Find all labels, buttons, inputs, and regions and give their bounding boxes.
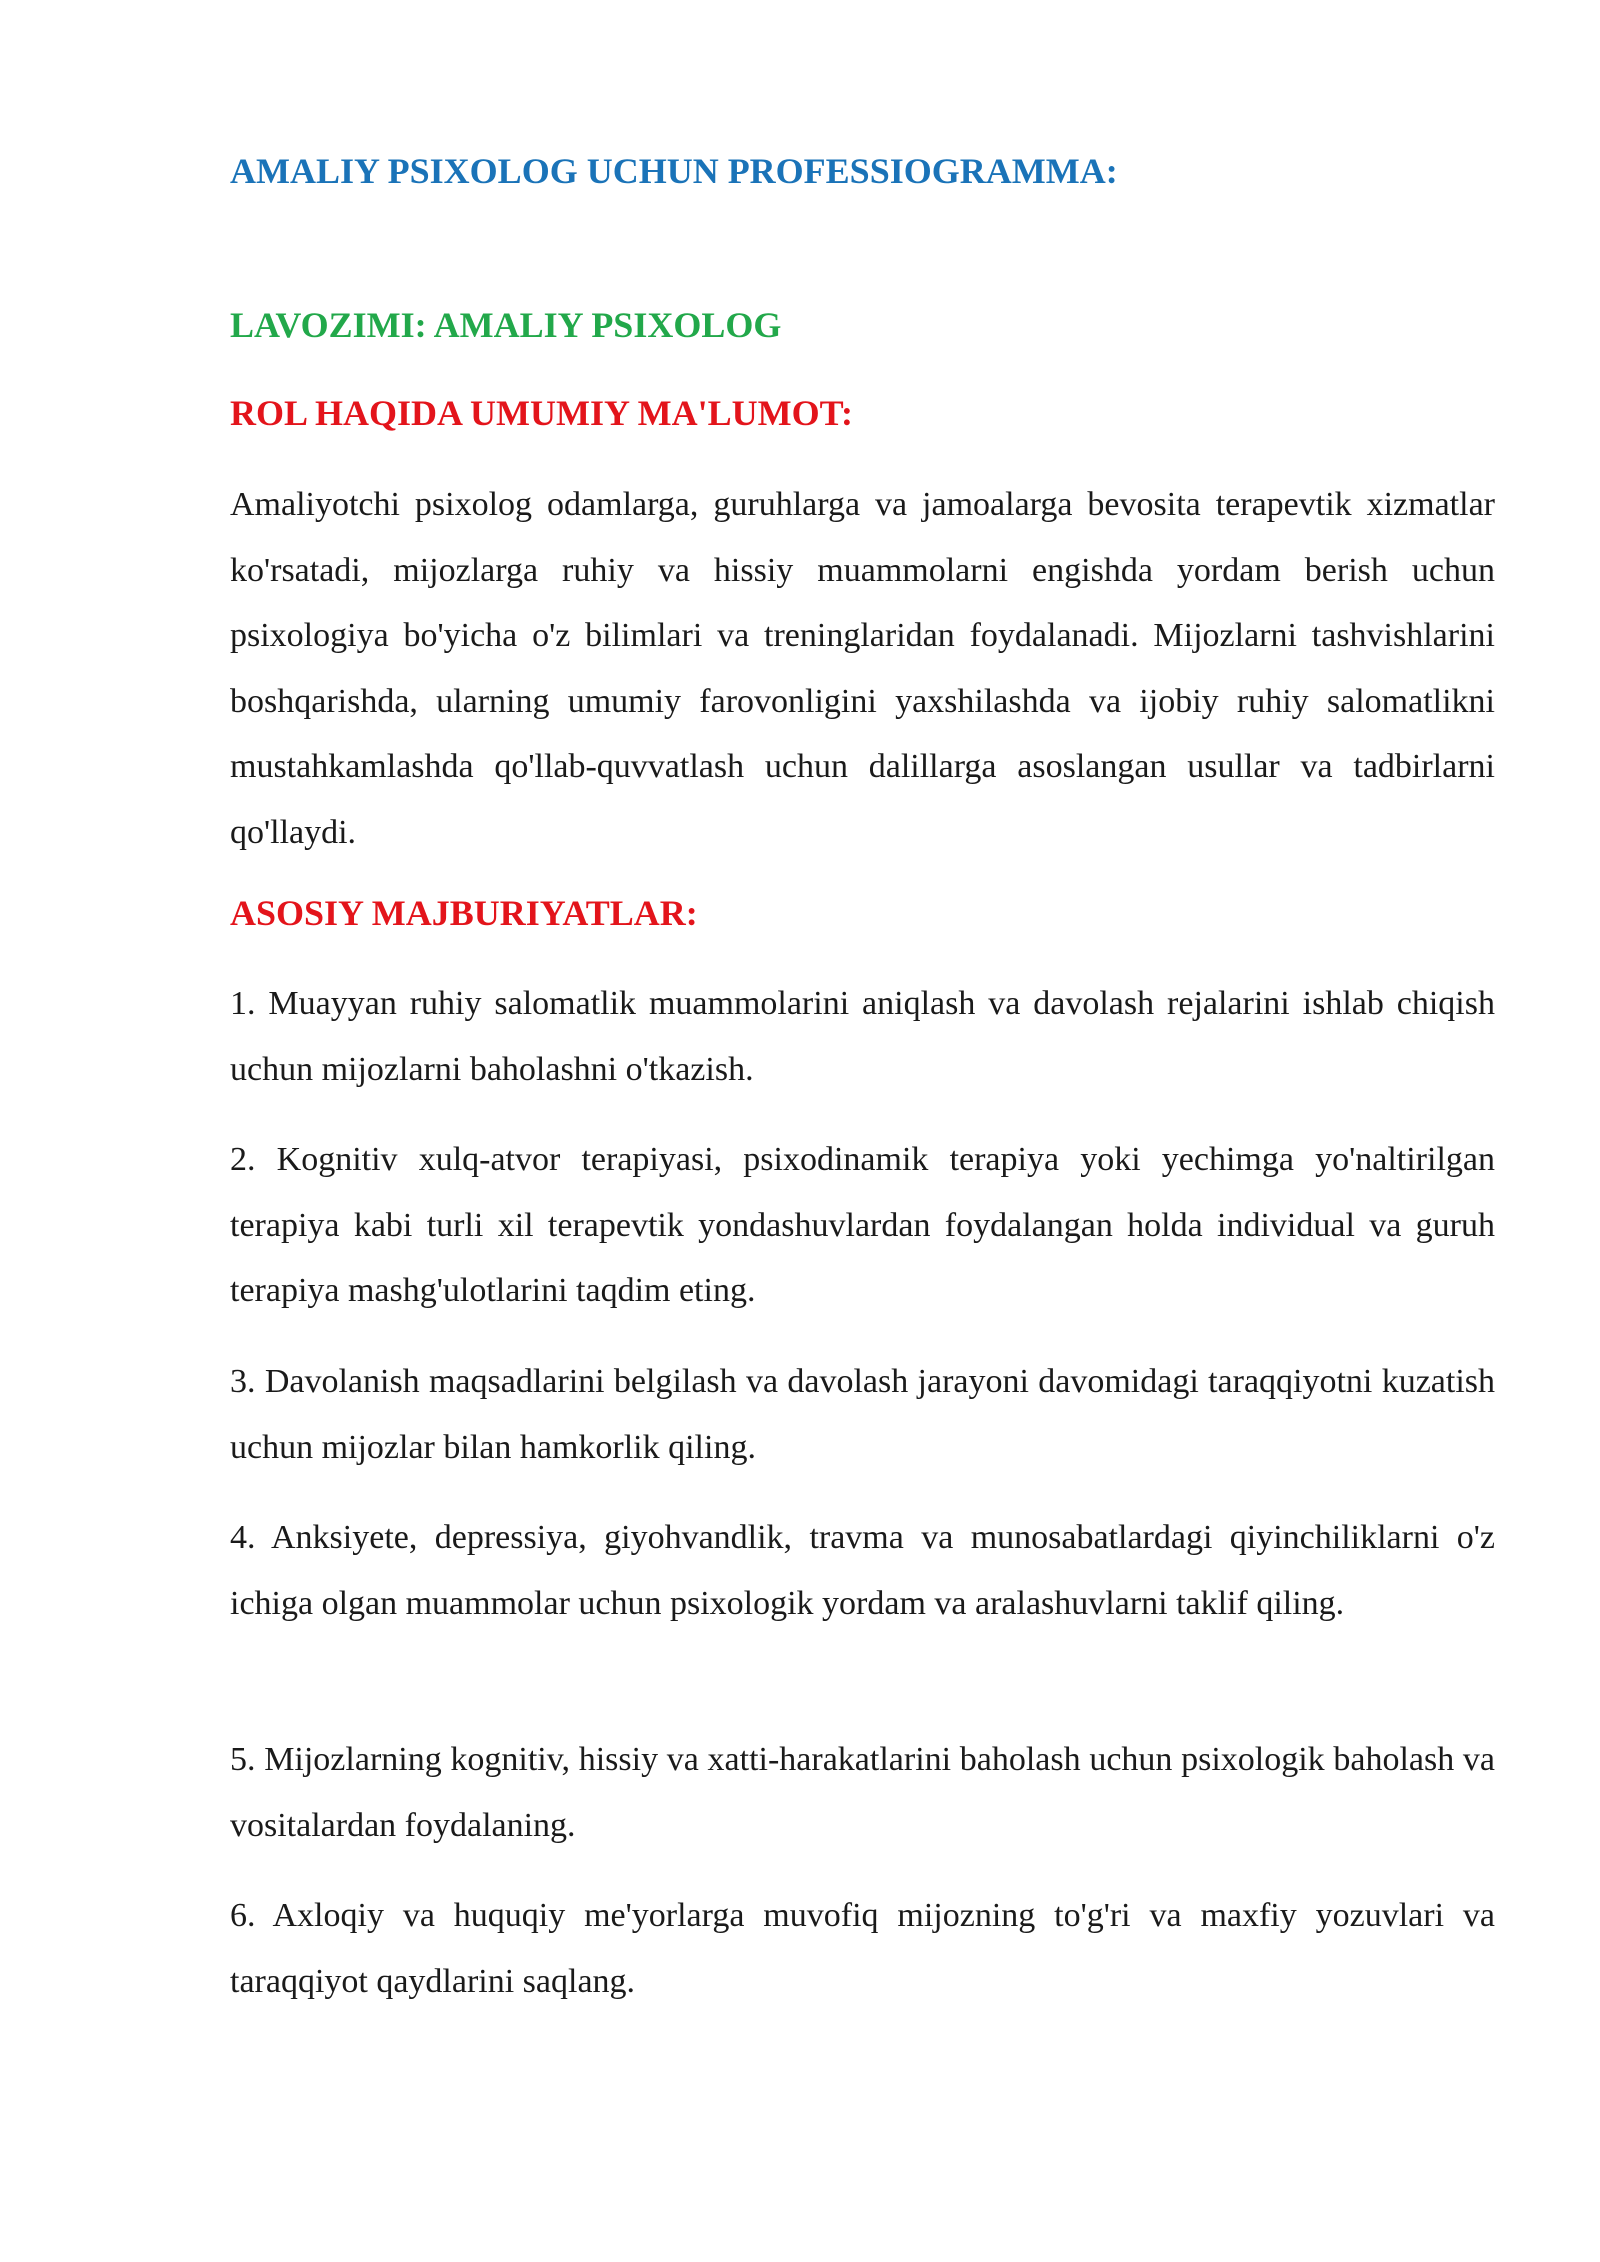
duty-item-5: 5. Mijozlarning kognitiv, hissiy va xatti-harakatlarini baholash uchun psixologik baholash va vositalardan foydalaning.	[230, 1741, 1495, 1844]
duty-item-2: 2. Kognitiv xulq-atvor terapiyasi, psixodinamik terapiya yoki yechimga yo'naltirilgan terapiya kabi turli xil terapevtik yondashuvlardan foydalangan holda individual va guruh terapiya mashg'ulotlarini taqdim eting.	[230, 1141, 1495, 1309]
overview-paragraph: Amaliyotchi psixolog odamlarga, guruhlarga va jamoalarga bevosita terapevtik xizmatlar ko'rsatadi, mijozlarga ruhiy va hissiy muammolarni engishda yordam berish uchun psixologiya bo'yicha o'z bilimlari va treninglaridan foydalanadi. Mijozlarni tashvishlarini boshqarishda, ularning umumiy farovonligini yaxshilashda va ijobiy ruhiy salomatlikni mustahkamlashda qo'llab-quvvatlash uchun dalillarga asoslangan usullar va tadbirlarni qo'llaydi.	[230, 486, 1495, 851]
duty-item-6: 6. Axloqiy va huquqiy me'yorlarga muvofiq mijozning to'g'ri va maxfiy yozuvlari va taraqqiyot qaydlarini saqlang.	[230, 1897, 1495, 2000]
duties-heading: ASOSIY MAJBURIYATLAR:	[230, 893, 698, 933]
duty-item-4: 4. Anksiyete, depressiya, giyohvandlik, travma va munosabatlardagi qiyinchiliklarni o'z ichiga olgan muammolar uchun psixologik yordam va aralashuvlarni taklif qiling.	[230, 1519, 1495, 1622]
overview-heading: ROL HAQIDA UMUMIY MA'LUMOT:	[230, 393, 853, 433]
duty-item-3: 3. Davolanish maqsadlarini belgilash va davolash jarayoni davomidagi taraqqiyotni kuzatish uchun mijozlar bilan hamkorlik qiling.	[230, 1363, 1495, 1466]
duty-item-1: 1. Muayyan ruhiy salomatlik muammolarini aniqlash va davolash rejalarini ishlab chiqish uchun mijozlarni baholashni o'tkazish.	[230, 985, 1495, 1088]
document-title: AMALIY PSIXOLOG UCHUN PROFESSIOGRAMMA:	[230, 151, 1118, 191]
position-heading: LAVOZIMI: AMALIY PSIXOLOG	[230, 305, 782, 345]
